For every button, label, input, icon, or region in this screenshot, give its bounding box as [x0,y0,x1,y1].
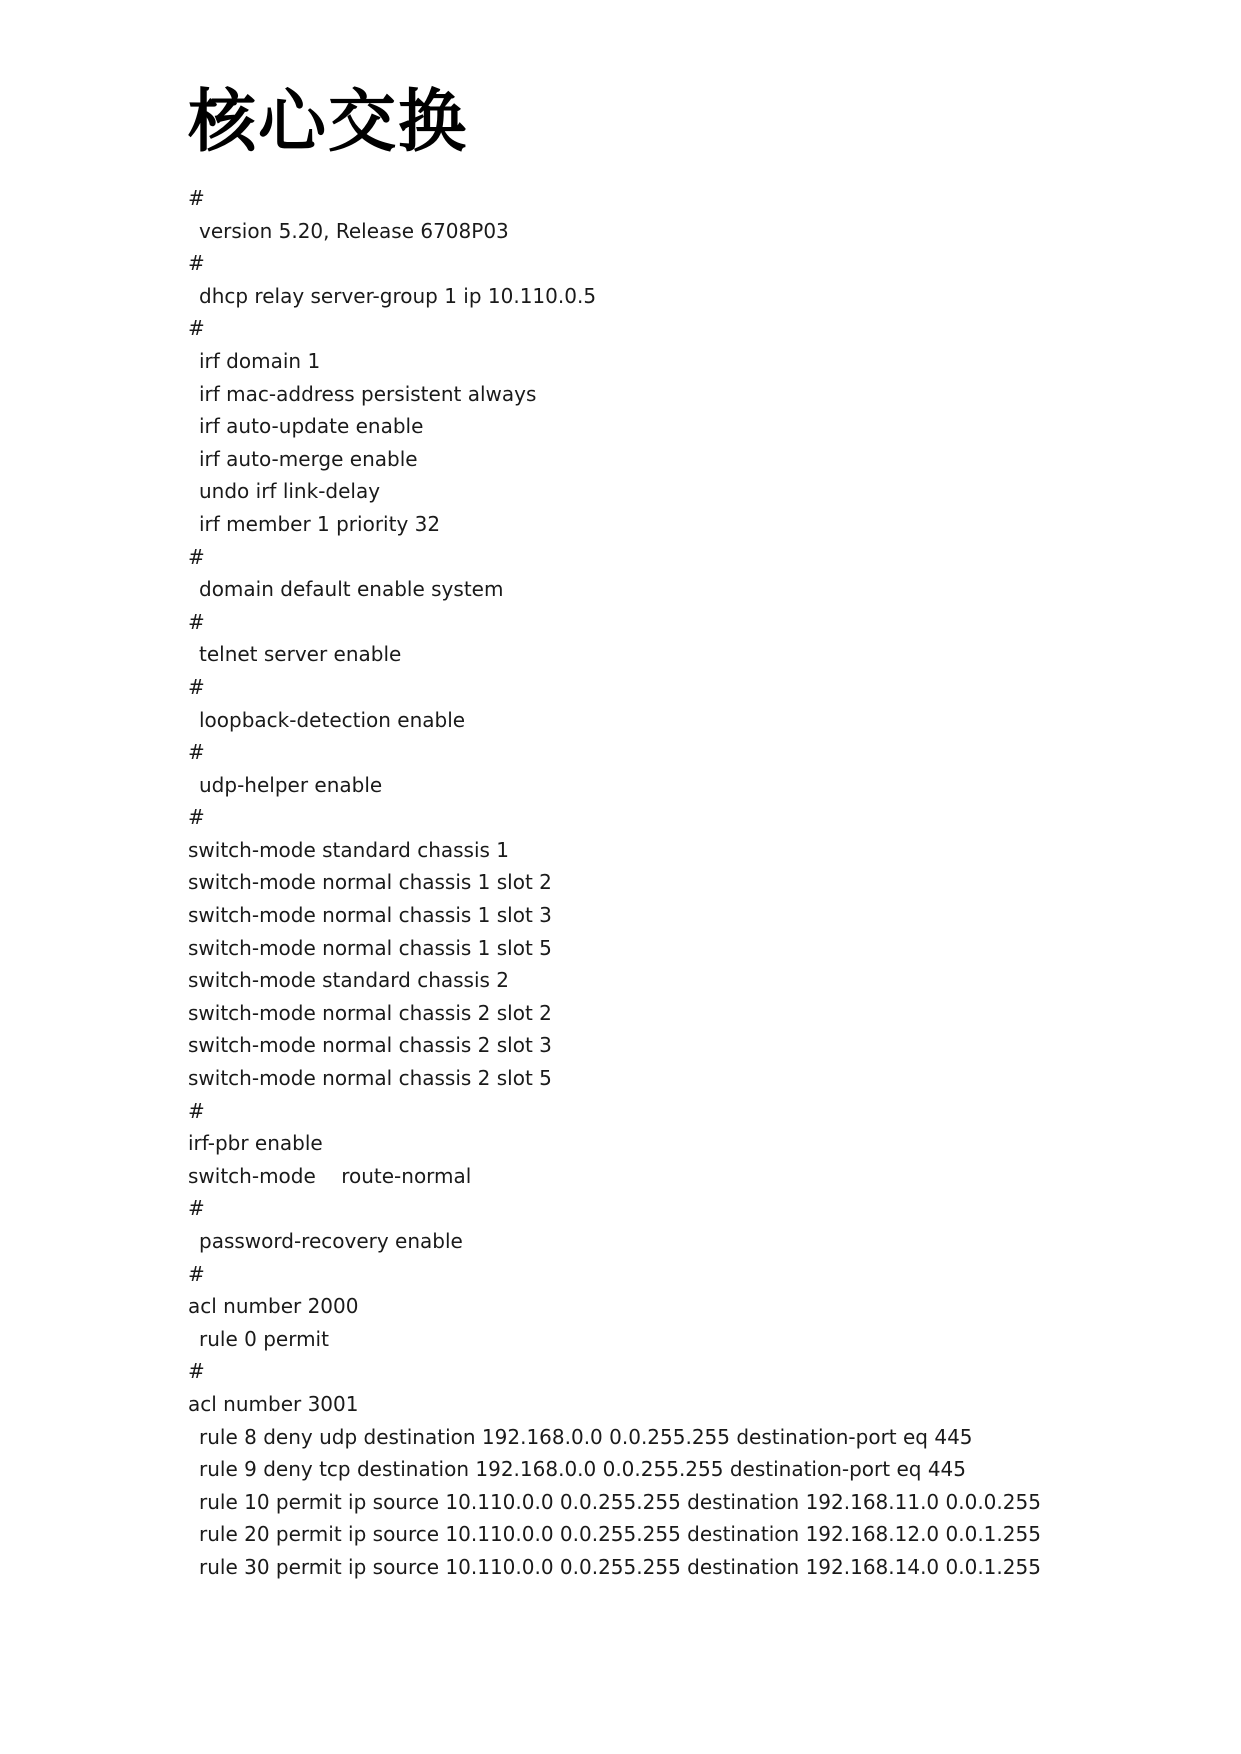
config-line: domain default enable system [199,577,504,602]
config-listing [188,182,1188,1584]
config-line: irf domain 1 [199,348,321,373]
config-line: # [188,251,205,276]
config-line: loopback-detection enable [199,707,466,732]
config-line: switch-mode normal chassis 2 slot 2 [188,1000,552,1025]
config-line: # [188,740,205,765]
config-line: rule 0 permit [199,1326,329,1351]
config-line: # [188,1359,205,1384]
config-line: switch-mode normal chassis 1 slot 2 [188,870,552,895]
config-line: telnet server enable [199,642,402,667]
config-line: rule 10 permit ip source 10.110.0.0 0.0.255.255 destination 192.168.11.0 0.0.0.255 [199,1489,1041,1514]
config-line: irf auto-update enable [199,414,424,439]
config-line: switch-mode normal chassis 2 slot 5 [188,1066,552,1091]
config-line: # [188,544,205,569]
config-line: irf auto-merge enable [199,446,418,471]
config-line: # [188,1196,205,1221]
config-line: rule 8 deny udp destination 192.168.0.0 0.0.255.255 destination-port eq 445 [199,1424,973,1449]
config-line: # [188,186,205,210]
config-line: password-recovery enable [199,1229,463,1253]
config-line: irf-pbr enable [188,1131,323,1156]
config-line: # [188,316,205,341]
config-line: irf mac-address persistent always [199,381,537,406]
config-line: # [188,609,205,634]
config-line: rule 20 permit ip source 10.110.0.0 0.0.255.255 destination 192.168.12.0 0.0.1.255 [199,1522,1041,1547]
config-line: dhcp relay server-group 1 ip 10.110.0.5 [199,283,597,308]
config-line: acl number 2000 [188,1294,359,1319]
config-line: irf member 1 priority 32 [199,511,441,536]
config-line: undo irf link-delay [199,479,381,504]
config-line: # [188,805,205,830]
config-line: switch-mode normal chassis 2 slot 3 [188,1033,552,1058]
config-line: switch-mode route-normal [188,1163,472,1188]
config-line: # [188,1098,205,1123]
page-title: 核心交换 [188,83,469,162]
config-line: switch-mode normal chassis 1 slot 3 [188,903,552,928]
config-line: version 5.20, Release 6708P03 [199,218,509,243]
config-line: rule 30 permit ip source 10.110.0.0 0.0.255.255 destination 192.168.14.0 0.0.1.255 [199,1554,1041,1579]
config-line: switch-mode standard chassis 2 [188,968,510,993]
config-line: rule 9 deny tcp destination 192.168.0.0 0.0.255.255 destination-port eq 445 [199,1457,966,1482]
config-line: # [188,674,205,699]
config-line: # [188,1261,205,1286]
config-line: udp-helper enable [199,772,383,797]
config-line: switch-mode normal chassis 1 slot 5 [188,935,552,960]
config-line: switch-mode standard chassis 1 [188,837,510,862]
config-line: acl number 3001 [188,1391,359,1416]
